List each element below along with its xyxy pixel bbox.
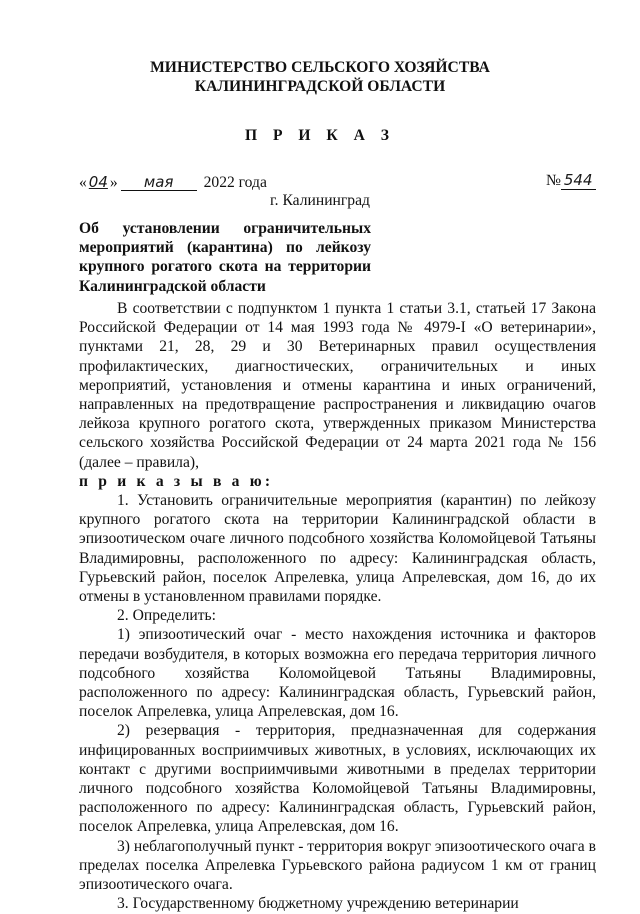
date-close-quote: » [109,174,118,191]
paragraph-2-3: 3) неблагополучный пункт - территория вокруг эпизоотического очага в пределах поселка Апрелевка Гурьевского района радиусом 1 км от границ эпизоотического очага. [79,837,596,894]
date-day: 04 [88,173,108,191]
order-word-paragraph [79,472,596,491]
ministry-line-1: МИНИСТЕРСТВО СЕЛЬСКОГО ХОЗЯЙСТВА [150,59,490,76]
order-date [79,173,267,192]
date-month: мая [121,174,197,191]
paragraph-2-1: 1) эпизоотический очаг - место нахождения источника и факторов передачи возбудителя, в которых возможна его передача территория личного подсобного хозяйства Коломойцевой Татьяны Владимировны, расположенного по адресу: Калининградская область, Гурьевский район, поселок Апрелевка, улица Апрелевская, дом 16. [79,626,596,721]
paragraph-1: 1. Установить ограничительные мероприятия (карантин) по лейкозу крупного рогатого скота на территории Калининградской области в эпизоотическом очаге личного подсобного хозяйства Коломойцевой Татьяны Владимировны, расположенного по адресу: Калининградская область, Гурьевский район, поселок Апрелевка, улица Апрелевская, дом 16, до их отмены в установленном правилами порядке. [79,492,596,606]
paragraph-3: 3. Государственному бюджетному учреждению ветеринарии [117,895,519,913]
paragraph-2: 2. Определить: [117,607,216,625]
preamble-text: В соответствии с подпунктом 1 пункта 1 статьи 3.1, статьей 17 Закона Российской Федерации от 14 мая 1993 года № 4979-I «О ветеринарии», пунктами 21, 28, 29 и 30 Ветеринарных правил осуществления профилактических, диагностических, ограничительных и иных мероприятий, установления и отмены карантина и иных ограничений, направленных на предотвращение распространения и ликвидацию очагов лейкоза крупного рогатого скота, утвержденных приказом Министерства сельского хозяйства Российской Федерации от 24 марта 2021 года № 156 (далее – правила), [79,300,596,471]
number-value: 544 [561,171,596,190]
order-body [79,299,596,914]
ministry-line-2: КАЛИНИНГРАДСКОЙ ОБЛАСТИ [194,78,446,95]
order-title: П Р И К А З [244,127,396,144]
date-open-quote: « [79,174,87,191]
number-prefix: № [546,172,561,189]
order-subject: Об установлении ограничительных мероприятий (карантина) по лейкозу крупного рогатого скота на территории Калининградской области [79,220,371,295]
city-name: г. Калининград [270,192,370,209]
paragraph-2-2: 2) резервация - территория, предназначенная для содержания инфицированных восприимчивых животных, в условиях, исключающих их контакт с другими восприимчивыми животными в пределах территории личного подсобного хозяйства Коломойцевой Татьяны Владимировны, расположенного по адресу: Калининградская область, Гурьевский район, поселок Апрелевка, улица Апрелевская, дом 16. [79,722,596,836]
order-word: п р и к а з ы в а ю: [79,472,274,490]
date-year: 2022 года [203,174,267,191]
order-number [546,171,596,190]
ministry-heading [0,58,640,96]
preamble-paragraph [79,299,596,472]
